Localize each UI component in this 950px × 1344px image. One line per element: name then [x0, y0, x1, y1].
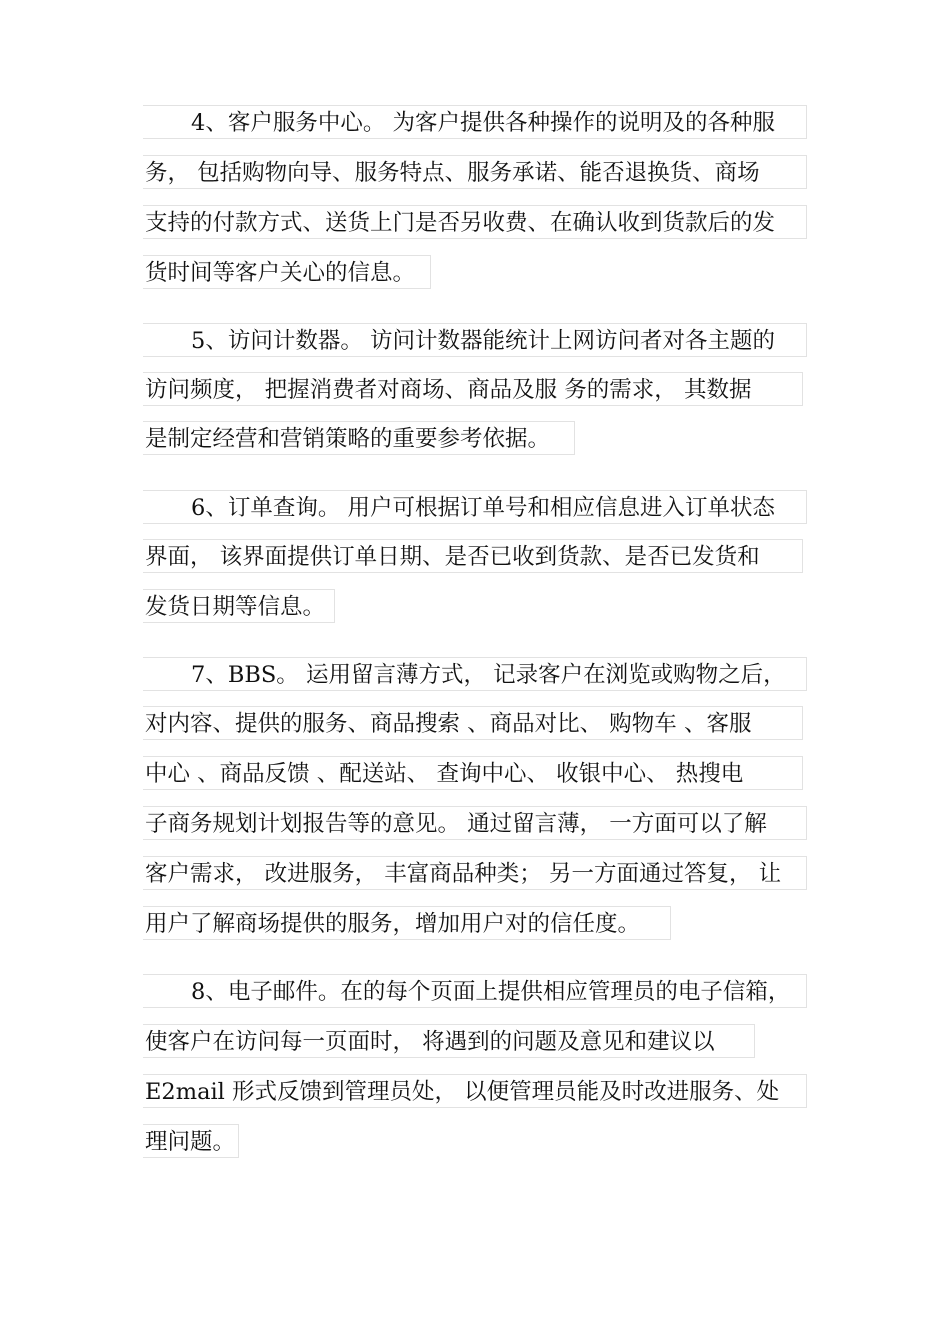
paragraph-5-line-1: 5、访问计数器。 访问计数器能统计上网访问者对各主题的: [143, 323, 807, 357]
paragraph-4-line-3: 支持的付款方式、送货上门是否另收费、在确认收到货款后的发: [143, 205, 807, 239]
paragraph-6-line-2: 界面， 该界面提供订单日期、是否已收到货款、是否已发货和: [143, 539, 803, 573]
paragraph-7-line-5: 客户需求， 改进服务， 丰富商品种类； 另一方面通过答复， 让: [143, 856, 807, 890]
paragraph-5-line-3: 是制定经营和营销策略的重要参考依据。: [143, 421, 575, 455]
paragraph-6-line-3: 发货日期等信息。: [143, 589, 335, 623]
paragraph-4-line-2: 务， 包括购物向导、服务特点、服务承诺、能否退换货、商场: [143, 155, 807, 189]
paragraph-8-line-4: 理问题。: [143, 1124, 239, 1158]
paragraph-6-line-1: 6、订单查询。 用户可根据订单号和相应信息进入订单状态: [143, 490, 807, 524]
paragraph-8-line-2: 使客户在访问每一页面时， 将遇到的问题及意见和建议以: [143, 1024, 755, 1058]
paragraph-7-line-6: 用户了解商场提供的服务，增加用户对的信任度。: [143, 906, 671, 940]
paragraph-7-line-4: 子商务规划计划报告等的意见。 通过留言薄， 一方面可以了解: [143, 806, 807, 840]
paragraph-4-line-1: 4、客户服务中心。 为客户提供各种操作的说明及的各种服: [143, 105, 807, 139]
paragraph-5-line-2: 访问频度， 把握消费者对商场、商品及服 务的需求， 其数据: [143, 372, 803, 406]
paragraph-8-line-1: 8、电子邮件。在的每个页面上提供相应管理员的电子信箱，: [143, 974, 807, 1008]
paragraph-4-line-4: 货时间等客户关心的信息。: [143, 255, 431, 289]
paragraph-7-line-3: 中心 、商品反馈 、配送站、 查询中心、 收银中心、 热搜电: [143, 756, 803, 790]
paragraph-7-line-1: 7、BBS。 运用留言薄方式， 记录客户在浏览或购物之后，: [143, 657, 807, 691]
paragraph-8-line-3: E2mail 形式反馈到管理员处， 以便管理员能及时改进服务、处: [143, 1074, 807, 1108]
paragraph-7-line-2: 对内容、提供的服务、商品搜索 、商品对比、 购物车 、客服: [143, 706, 803, 740]
